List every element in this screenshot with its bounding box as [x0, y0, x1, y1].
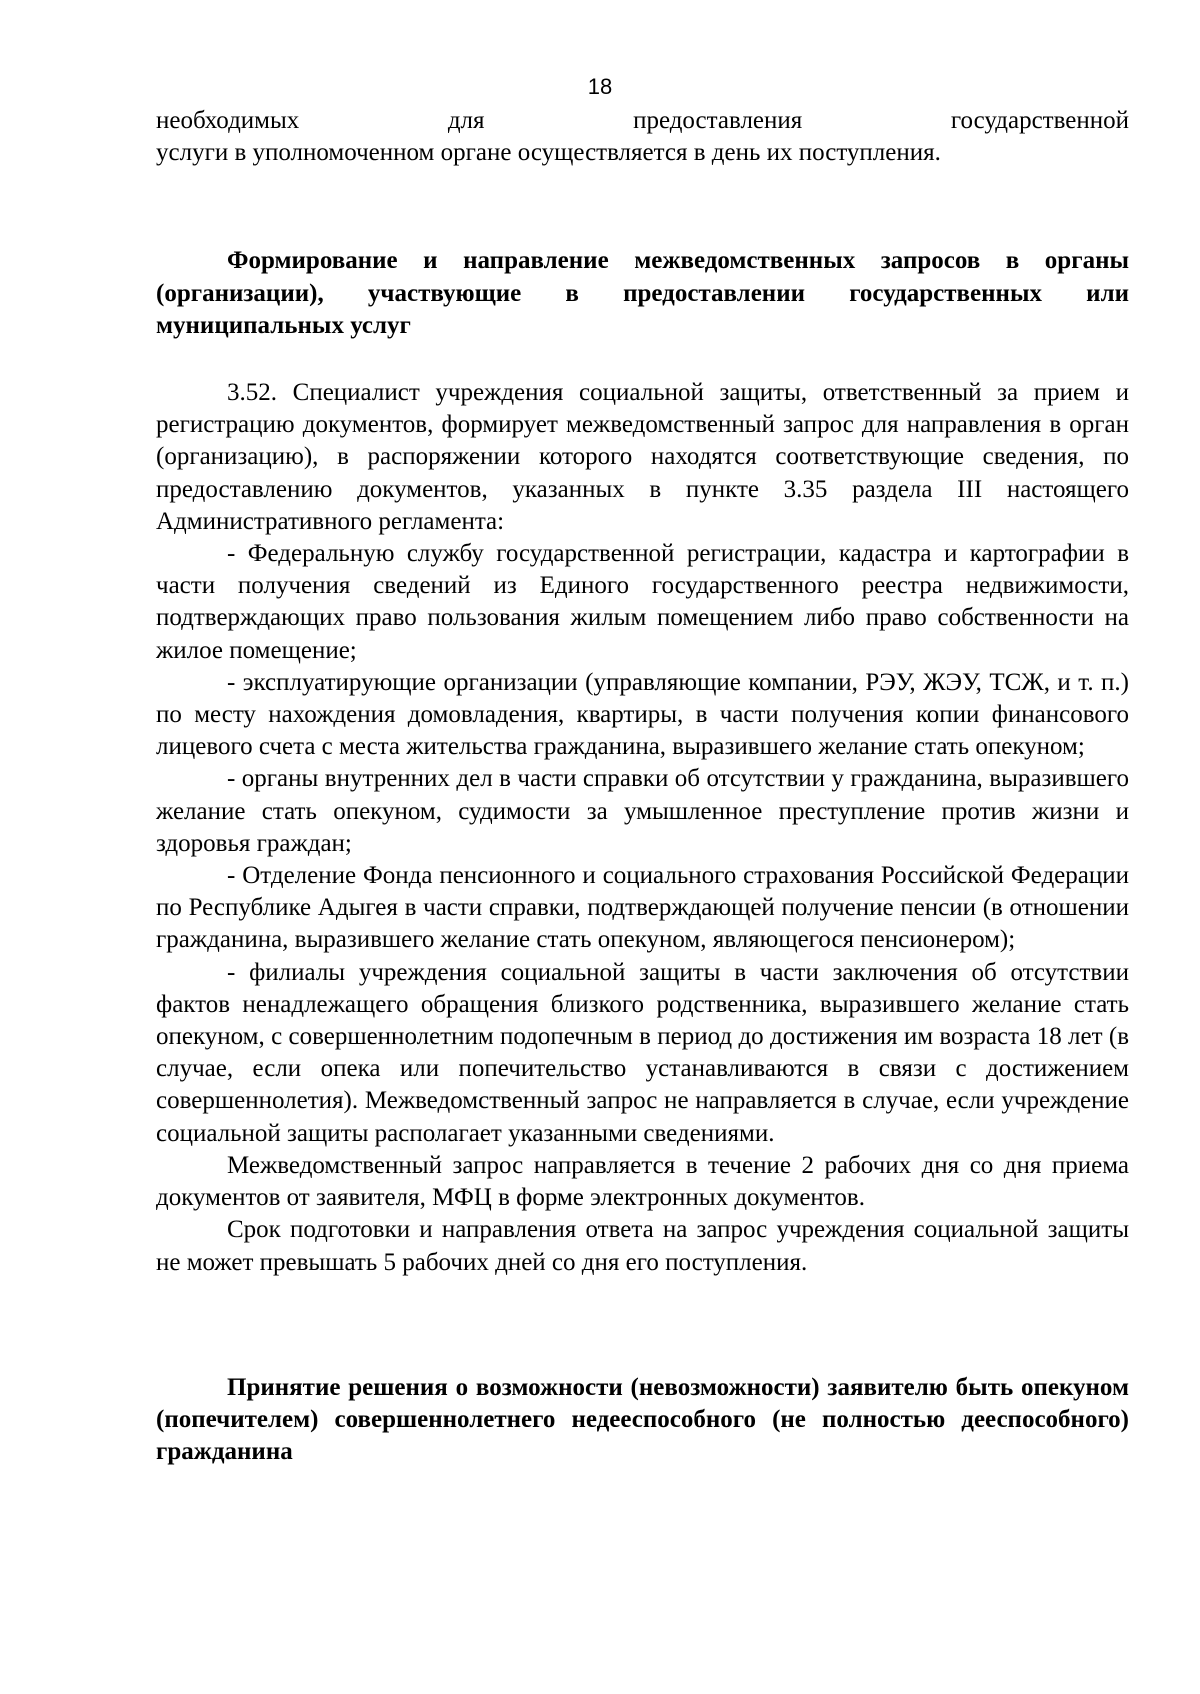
list-item-pension-fund: - Отделение Фонда пенсионного и социального страхования Российской Федерации по Республике Адыгея в части справки, подтверждающей получение пенсии (в отношении гражданина, выразившего желание стать опекуном, являющегося пенсионером); — [156, 862, 1129, 954]
lead-paragraph-line-1: необходимых для предоставления государственной — [156, 107, 1129, 134]
document-body — [156, 105, 1129, 1468]
paragraph-3-52: 3.52. Специалист учреждения социальной защиты, ответственный за прием и регистрацию документов, формирует межведомственный запрос для направления в орган (организацию), в распоряжении которого находятся соответствующие сведения, по предоставлению документов, указанных в пункте 3.35 раздела III настоящего Административного регламента: — [156, 379, 1129, 535]
section-heading-guardianship-decision: Принятие решения о возможности (невозможности) заявителю быть опекуном (попечителем) совершеннолетнего недееспособного (не полностью дееспособного) гражданина — [156, 1373, 1129, 1466]
list-item-social-protection-branches: - филиалы учреждения социальной защиты в части заключения об отсутствии фактов ненадлежащего обращения близкого родственника, выразившего желание стать опекуном, с совершеннолетним подопечным в период до достижения им возраста 18 лет (в случае, если опека или попечительство устанавливаются в связи с достижением совершеннолетия). Межведомственный запрос не направляется в случае, если учреждение социальной защиты располагает указанными сведениями. — [156, 958, 1129, 1147]
paragraph-request-deadline: Межведомственный запрос направляется в течение 2 рабочих дня со дня приема документов от заявителя, МФЦ в форме электронных документов. — [156, 1151, 1129, 1212]
lead-paragraph-line-2: услуги в уполномоченном органе осуществляется в день их поступления. — [156, 139, 941, 167]
page-number: 18 — [587, 74, 613, 99]
list-item-rosreestr: - Федеральную службу государственной регистрации, кадастра и картографии в части получения сведений из Единого государственного реестра недвижимости, подтверждающих право пользования жилым помещением либо право собственности на жилое помещение; — [156, 540, 1129, 664]
paragraph-response-deadline: Срок подготовки и направления ответа на запрос учреждения социальной защиты не может превышать 5 рабочих дней со дня его поступления. — [156, 1216, 1129, 1276]
section-heading-interagency-requests: Формирование и направление межведомственных запросов в органы (организации), участвующие в предоставлении государственных или муниципальных услуг — [156, 247, 1129, 339]
list-item-operating-organizations: - эксплуатирующие организации (управляющие компании, РЭУ, ЖЭУ, ТСЖ, и т. п.) по месту нахождения домовладения, квартиры, в части получения копии финансового лицевого счета с места жительства гражданина, выразившего желание стать опекуном; — [156, 668, 1129, 761]
list-item-internal-affairs: - органы внутренних дел в части справки об отсутствии у гражданина, выразившего желание стать опекуном, судимости за умышленное преступление против жизни и здоровья граждан; — [156, 765, 1129, 857]
